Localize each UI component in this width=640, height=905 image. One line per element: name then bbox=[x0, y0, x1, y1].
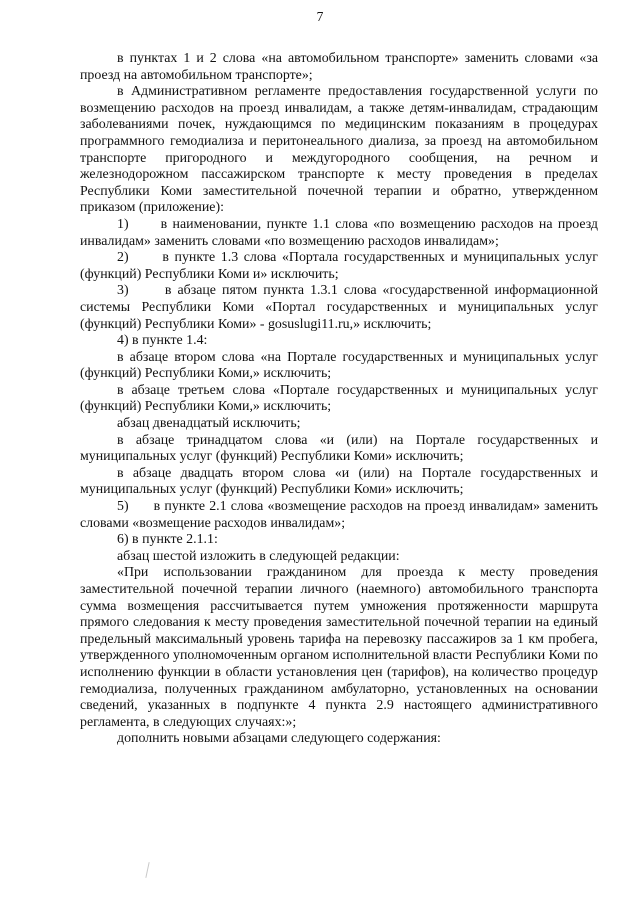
item-4-sub-5: в абзаце двадцать втором слова «и (или) на Портале государственных и муниципальных услуг (функций) Республики Коми» исключить; bbox=[80, 465, 598, 498]
item-4-sub-4: в абзаце тринадцатом слова «и (или) на Портале государственных и муниципальных услуг (функций) Республики Коми» исключить; bbox=[80, 432, 598, 465]
scan-mark bbox=[145, 862, 149, 878]
item-4-sub-2: в абзаце третьем слова «Портале государственных и муниципальных услуг (функций) Республики Коми,» исключить; bbox=[80, 382, 598, 415]
paragraph-1: в пунктах 1 и 2 слова «на автомобильном транспорте» заменить словами «за проезд на автомобильном транспорте»; bbox=[80, 51, 598, 83]
page-number: 7 bbox=[316, 9, 324, 24]
item-5: 5) в пункте 2.1 слова «возмещение расходов на проезд инвалидам» заменить словами «возмещение расходов инвалидам»; bbox=[80, 499, 598, 531]
item-4-sub-1: в абзаце втором слова «на Портале государственных и муниципальных услуг (функций) Республики Коми,» исключить; bbox=[80, 349, 598, 382]
item-4-sub-3: абзац двенадцатый исключить; bbox=[117, 416, 301, 432]
item-2: 2) в пункте 1.3 слова «Портала государственных и муниципальных услуг (функций) Республики Коми и» исключить; bbox=[80, 250, 598, 282]
item-1: 1) в наименовании, пункте 1.1 слова «по возмещению расходов на проезд инвалидам» заменить словами «по возмещению расходов инвалидам»; bbox=[80, 216, 598, 249]
item-6-sub-1: абзац шестой изложить в следующей редакции: bbox=[117, 548, 400, 564]
item-4-heading: 4) в пункте 1.4: bbox=[117, 333, 208, 349]
paragraph-last: дополнить новыми абзацами следующего содержания: bbox=[117, 731, 441, 747]
paragraph-2: в Административном регламенте предоставления государственной услуги по возмещению расходов на проезд инвалидам, а также детям-инвалидам, страдающим заболеваниями почек, нуждающимся по медицинским показаниям в процедурах программного гемодиализа и перитонеального диализа, за проезд на автомобильном транспорте пригородного и междугородного сообщения, на речном и железнодорожном пассажирском транспорте к месту проведения в пределах Республики Коми заместительной почечной терапии и обратно, утвержденном приказом (приложение): bbox=[80, 84, 598, 216]
quoted-paragraph: «При использовании гражданином для проезда к месту проведения заместительной почечной терапии личного (наемного) автомобильного транспорта сумма возмещения рассчитывается путем умножения протяженности маршрута прямого следования к месту проведения заместительной почечной терапии на единый предельный максимальный уровень тарифа на перевозку пассажиров за 1 км пробега, утвержденного уполномоченным органом исполнительной власти Республики Коми по исполнению функции в области установления цен (тарифов), на количество процедур гемодиализа, полученных гражданином амбулаторно, установленных на основании сведений, указанных в подпункте 4 пункта 2.9 настоящего административного регламента, в следующих случаях:»; bbox=[80, 565, 598, 730]
item-6-heading: 6) в пункте 2.1.1: bbox=[117, 532, 218, 548]
item-3: 3) в абзаце пятом пункта 1.3.1 слова «государственной информационной системы Республики Коми «Портал государственных и муниципальных услуг (функций) Республики Коми» - gosuslugi11.ru,» исключить; bbox=[80, 283, 598, 332]
document-body bbox=[80, 51, 598, 748]
